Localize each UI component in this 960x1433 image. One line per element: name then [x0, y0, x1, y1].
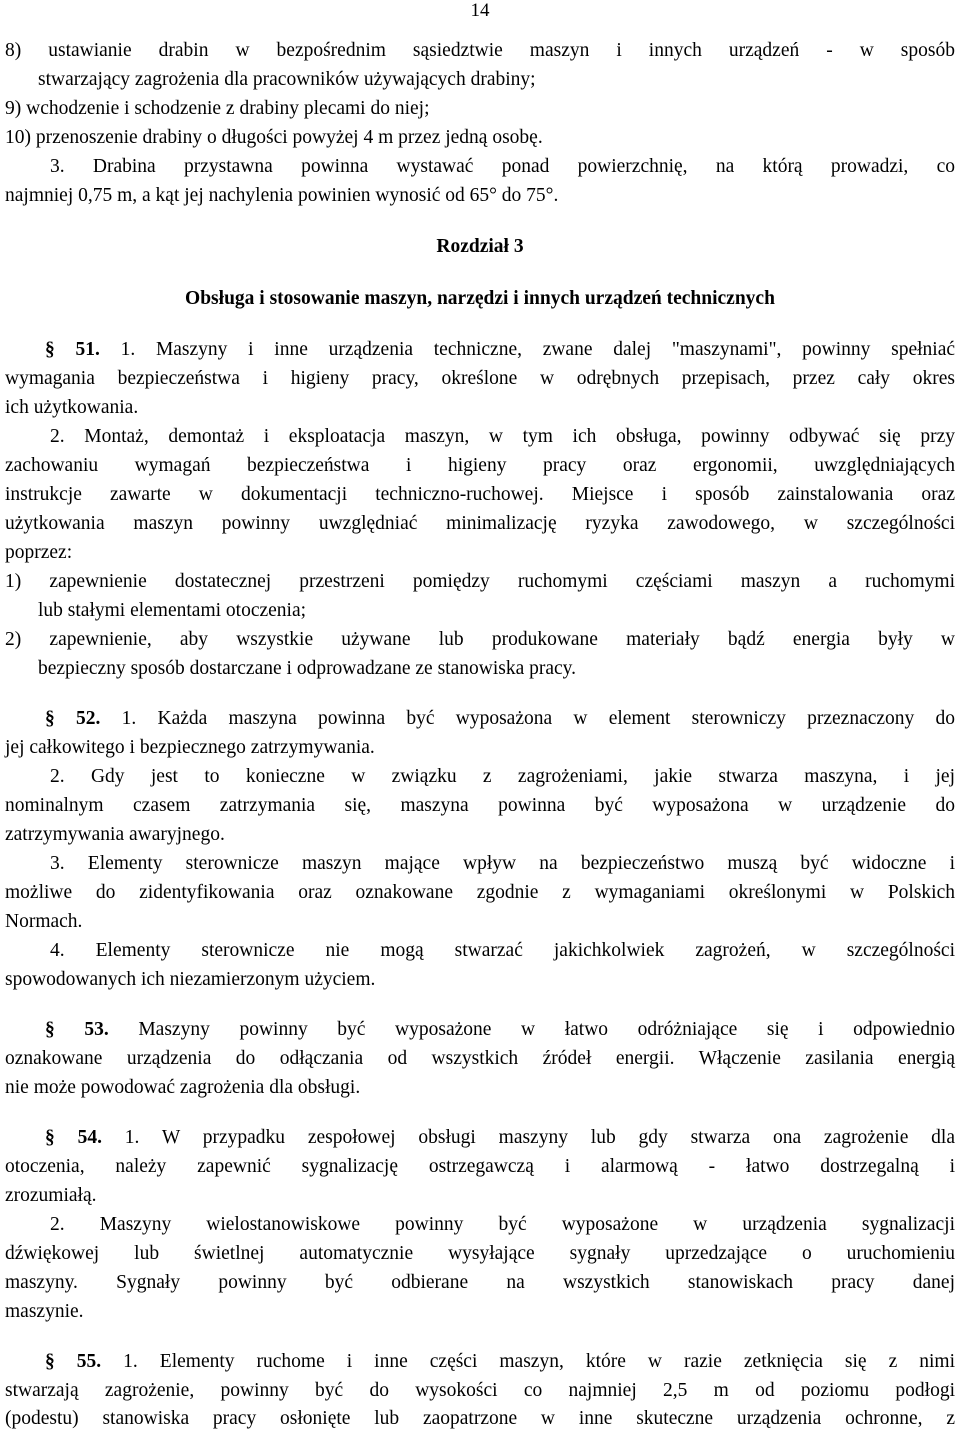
text-line: 1) zapewnienie dostatecznej przestrzeni pomiędzy ruchomymi częściami maszyn a ruchomymi	[5, 571, 955, 592]
section-53-label: § 53.	[45, 1019, 109, 1040]
text-line: Normach.	[5, 911, 83, 932]
text-line: nominalnym czasem zatrzymania się, maszyna powinna być wyposażona w urządzenie do	[5, 795, 955, 816]
text-line: bezpieczny sposób dostarczane i odprowadzane ze stanowiska pracy.	[38, 658, 577, 679]
text-line: 3. Drabina przystawna powinna wystawać ponad powierzchnię, na którą prowadzi, co	[50, 156, 955, 177]
text-line: Maszyny powinny być wyposażone w łatwo odróżniające się i odpowiednio	[138, 1019, 955, 1040]
text-line: lub stałymi elementami otoczenia;	[38, 600, 307, 621]
text-line: 3. Elementy sterownicze maszyn mające wpływ na bezpieczeństwo muszą być widoczne i	[50, 853, 955, 874]
text-line: 1. W przypadku zespołowej obsługi maszyny lub gdy stwarza ona zagrożenie dla	[124, 1127, 956, 1148]
text-line: maszynie.	[5, 1301, 84, 1322]
text-line: 1. Elementy ruchome i inne części maszyn, które w razie zetknięcia się z nimi	[123, 1351, 956, 1372]
text-line: możliwe do zidentyfikowania oraz oznakowane zgodnie z wymaganiami określonymi w Polskich	[5, 882, 955, 903]
text-line: wymagania bezpieczeństwa i higieny pracy, określone w odrębnych przepisach, przez cały okres	[5, 368, 955, 389]
text-line: dźwiękowej lub świetlnej automatycznie wysyłające sygnały uprzedzające o uruchomieniu	[5, 1243, 955, 1264]
text-line: 8) ustawianie drabin w bezpośrednim sąsiedztwie maszyn i innych urządzeń - w sposób	[5, 40, 955, 61]
paragraph-51-line	[45, 335, 955, 364]
text-line: 2. Gdy jest to konieczne w związku z zagrożeniami, jakie stwarza maszyna, i jej	[50, 766, 955, 787]
text-line: zrozumiałą.	[5, 1185, 97, 1206]
text-line: zatrzymywania awaryjnego.	[5, 824, 225, 845]
chapter-subtitle: Obsługa i stosowanie maszyn, narzędzi i innych urządzeń technicznych	[185, 288, 775, 309]
paragraph-52-line	[45, 704, 955, 733]
text-line: maszyny. Sygnały powinny być odbierane na wszystkich stanowiskach pracy danej	[5, 1272, 955, 1293]
section-54-label: § 54.	[45, 1127, 102, 1148]
text-line: instrukcje zawarte w dokumentacji techniczno-ruchowej. Miejsce i sposób zainstalowania oraz	[5, 484, 955, 505]
text-line: ich użytkowania.	[5, 397, 139, 418]
section-55-label: § 55.	[45, 1351, 102, 1372]
text-line: oznakowane urządzenia do odłączania od wszystkich źródeł energii. Włączenie zasilania energią	[5, 1048, 955, 1069]
text-line: najmniej 0,75 m, a kąt jej nachylenia powinien wynosić od 65° do 75°.	[5, 185, 559, 206]
paragraph-55-line	[45, 1347, 955, 1376]
paragraph-54-line	[45, 1123, 955, 1152]
text-line: jej całkowitego i bezpiecznego zatrzymywania.	[5, 737, 375, 758]
page-number: 14	[470, 0, 490, 21]
text-line: 9) wchodzenie i schodzenie z drabiny plecami do niej;	[5, 98, 430, 119]
text-line: 2. Maszyny wielostanowiskowe powinny być wyposażone w urządzenia sygnalizacji	[50, 1214, 955, 1235]
chapter-title: Rozdział 3	[436, 236, 524, 257]
text-line: (podestu) stanowiska pracy osłonięte lub zaopatrzone w inne skuteczne urządzenia ochronne, z	[5, 1408, 955, 1429]
text-line: 4. Elementy sterownicze nie mogą stwarzać jakichkolwiek zagrożeń, w szczególności	[50, 940, 955, 961]
text-line: 10) przenoszenie drabiny o długości powyżej 4 m przez jedną osobę.	[5, 127, 543, 148]
text-line: 2) zapewnienie, aby wszystkie używane lub produkowane materiały bądź energia były w	[5, 629, 955, 650]
text-line: poprzez:	[5, 542, 73, 563]
text-line: zachowaniu wymagań bezpieczeństwa i higieny pracy oraz ergonomii, uwzględniających	[5, 455, 955, 476]
text-line: spowodowanych ich niezamierzonym użyciem.	[5, 969, 376, 990]
text-line: stwarzają zagrożenie, powinny być do wysokości co najmniej 2,5 m od poziomu podłogi	[5, 1380, 955, 1401]
text-line: 1. Maszyny i inne urządzenia techniczne, zwane dalej "maszynami", powinny spełniać	[120, 339, 956, 360]
text-line: użytkowania maszyn powinny uwzględniać minimalizację ryzyka zawodowego, w szczególności	[5, 513, 955, 534]
text-line: 1. Każda maszyna powinna być wyposażona w element sterowniczy przeznaczony do	[121, 708, 956, 729]
text-line: 2. Montaż, demontaż i eksploatacja maszyn, w tym ich obsługa, powinny odbywać się przy	[50, 426, 955, 447]
section-52-label: § 52.	[45, 708, 101, 729]
paragraph-53-line	[45, 1015, 955, 1044]
text-line: stwarzający zagrożenia dla pracowników używających drabiny;	[38, 69, 536, 90]
section-51-label: § 51.	[45, 339, 100, 360]
text-line: nie może powodować zagrożenia dla obsługi.	[5, 1077, 361, 1098]
text-line: otoczenia, należy zapewnić sygnalizację ostrzegawczą i alarmową - łatwo dostrzegalną i	[5, 1156, 955, 1177]
